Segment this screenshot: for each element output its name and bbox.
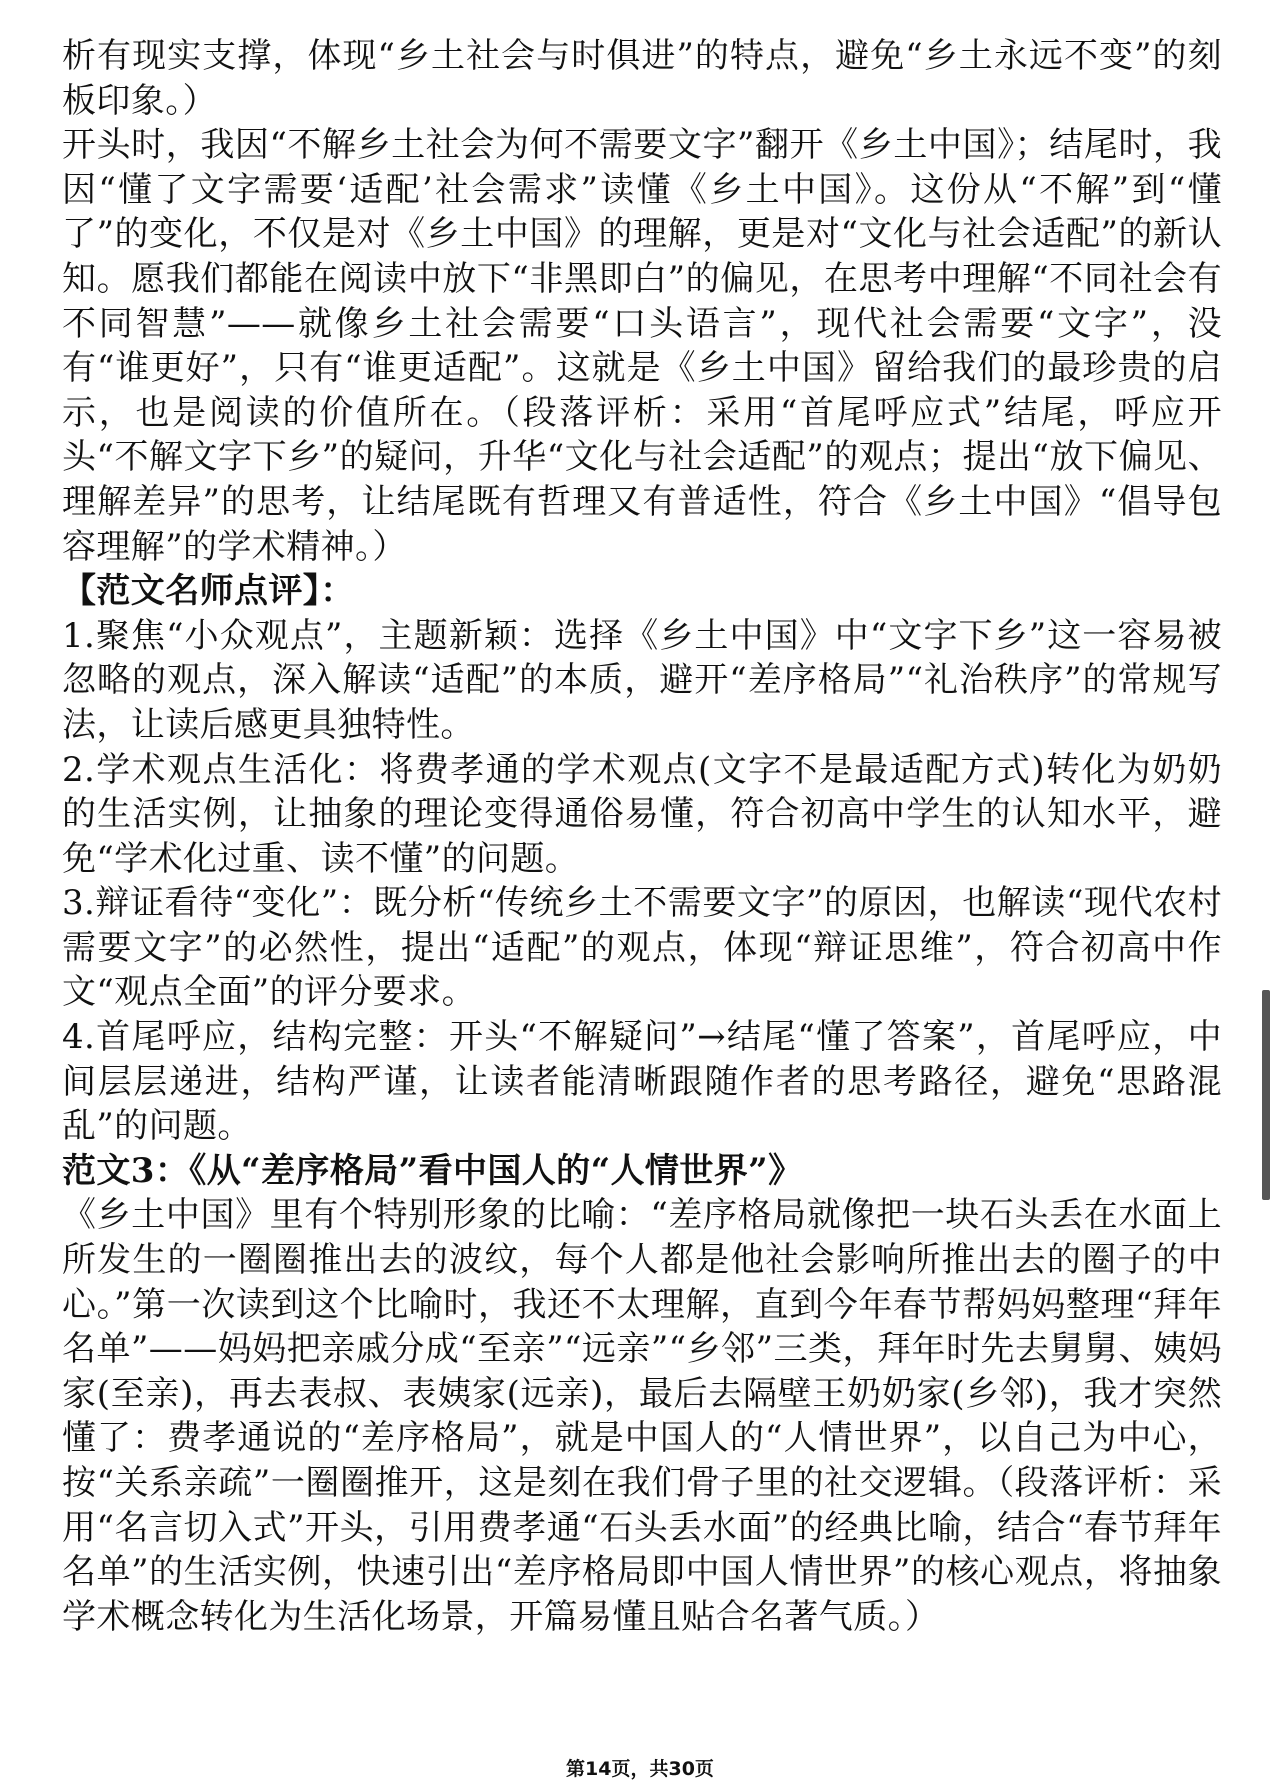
review-point-2: 2.学术观点生活化：将费孝通的学术观点(文字不是最适配方式)转化为奶奶的生活实例，让抽象的理论变得通俗易懂，符合初高中学生的认知水平，避免“学术化过重、读不懂”的问题。 <box>62 749 1222 879</box>
review-heading: 【范文名师点评】： <box>62 571 355 612</box>
page-number: 第14页，共30页 <box>566 1758 714 1780</box>
essay3-paragraph: 《乡土中国》里有个特别形象的比喻：“差序格局就像把一块石头丢在水面上所发生的一圈圈推出去的波纹，每个人都是他社会影响所推出去的圈子的中心。”第一次读到这个比喻时，我还不太理解，直到今年春节帮妈妈整理“拜年名单”——妈妈把亲戚分成“至亲”“远亲”“乡邻”三类，拜年时先去舅舅、姨妈家(至亲)，再去表叔、表姨家(远亲)，最后去隔壁王奶奶家(乡邻)，我才突然懂了：费孝通说的“差序格局”，就是中国人的“人情世界”，以自己为中心，按“关系亲疏”一圈圈推开，这是刻在我们骨子里的社交逻辑。（段落评析：采用“名言切入式”开头，引用费孝通“石头丢水面”的经典比喻，结合“春节拜年名单”的生活实例，快速引出“差序格局即中国人情世界”的核心观点，将抽象学术概念转化为生活化场景，开篇易懂且贴合名著气质。） <box>62 1195 1222 1637</box>
paragraph-continued: 析有现实支撑，体现“乡土社会与时俱进”的特点，避免“乡土永远不变”的刻板印象。） <box>62 36 1222 121</box>
review-point-4: 4.首尾呼应，结构完整：开头“不解疑问”→结尾“懂了答案”，首尾呼应，中间层层递进，结构严谨，让读者能清晰跟随作者的思考路径，避免“思路混乱”的问题。 <box>62 1017 1222 1147</box>
paragraph-conclusion: 开头时，我因“不解乡土社会为何不需要文字”翻开《乡土中国》；结尾时，我因“懂了文字需要‘适配’社会需求”读懂《乡土中国》。这份从“不解”到“懂了”的变化，不仅是对《乡土中国》的理解，更是对“文化与社会适配”的新认知。愿我们都能在阅读中放下“非黑即白”的偏见，在思考中理解“不同社会有不同智慧”——就像乡土社会需要“口头语言”，现代社会需要“文字”，没有“谁更好”，只有“谁更适配”。这就是《乡土中国》留给我们的最珍贵的启示，也是阅读的价值所在。（段落评析：采用“首尾呼应式”结尾，呼应开头“不解文字下乡”的疑问，升华“文化与社会适配”的观点；提出“放下偏见、理解差异”的思考，让结尾既有哲理又有普适性，符合《乡土中国》“倡导包容理解”的学术精神。） <box>62 125 1222 567</box>
essay3-title: 范文3：《从“差序格局”看中国人的“人情世界”》 <box>62 1150 803 1191</box>
document-page <box>62 34 1222 1639</box>
review-point-3: 3.辩证看待“变化”：既分析“传统乡土不需要文字”的原因，也解读“现代农村需要文字”的必然性，提出“适配”的观点，体现“辩证思维”，符合初高中作文“观点全面”的评分要求。 <box>62 883 1222 1013</box>
scrollbar-thumb[interactable] <box>1262 990 1270 1200</box>
review-point-1: 1.聚焦“小众观点”，主题新颖：选择《乡土中国》中“文字下乡”这一容易被忽略的观点，深入解读“适配”的本质，避开“差序格局”“礼治秩序”的常规写法，让读后感更具独特性。 <box>62 615 1222 745</box>
